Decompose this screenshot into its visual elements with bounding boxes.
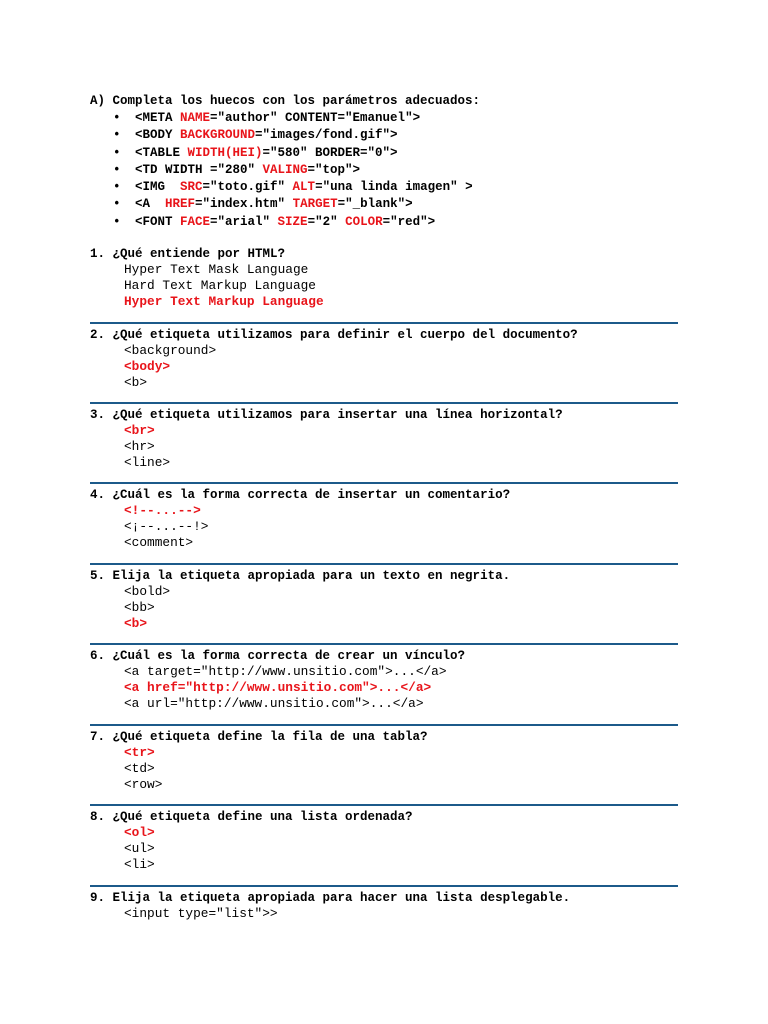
question-text: 9. Elija la etiqueta apropiada para hacer una lista desplegable. — [90, 891, 571, 905]
question-text: 3. ¿Qué etiqueta utilizamos para insertar una línea horizontal? — [90, 408, 563, 422]
question-text: 8. ¿Qué etiqueta define una lista ordenada? — [90, 810, 413, 824]
question-text: 4. ¿Cuál es la forma correcta de insertar un comentario? — [90, 488, 511, 502]
divider-rule — [90, 804, 678, 806]
option: <a target="http://www.unsitio.com">...</a> — [124, 664, 447, 679]
question-4 — [90, 487, 678, 552]
divider-rule — [90, 724, 678, 726]
bullet-meta: • <META NAME="author" CONTENT="Emanuel"> — [90, 110, 678, 127]
correct-option: <ol> — [124, 825, 155, 840]
question-7 — [90, 729, 678, 794]
question-text: 7. ¿Qué etiqueta define la fila de una tabla? — [90, 730, 428, 744]
bullet-font: • <FONT FACE="arial" SIZE="2" COLOR="red"> — [90, 214, 678, 231]
section-a-title: A) Completa los huecos con los parámetros adecuados: — [90, 94, 481, 108]
correct-option: <body> — [124, 359, 171, 375]
question-text: 1. ¿Qué entiende por HTML? — [90, 247, 286, 261]
bullet-table: • <TABLE WIDTH(HEI)="580" BORDER="0"> — [90, 145, 678, 162]
option: <line> — [124, 455, 171, 471]
option: <comment> — [124, 535, 194, 551]
divider-rule — [90, 322, 678, 324]
correct-option: <tr> — [124, 745, 155, 760]
question-6 — [90, 648, 678, 713]
divider-rule — [90, 482, 678, 484]
divider-rule — [90, 563, 678, 565]
question-1 — [90, 246, 678, 311]
divider-rule — [90, 643, 678, 645]
question-8 — [90, 809, 678, 874]
option: <bb> — [124, 600, 155, 616]
question-2 — [90, 327, 678, 392]
divider-rule — [90, 885, 678, 887]
question-9 — [90, 890, 678, 922]
option: <a url="http://www.unsitio.com">...</a> — [124, 696, 424, 712]
question-text: 6. ¿Cuál es la forma correcta de crear un vínculo? — [90, 649, 466, 663]
bullet-anchor: • <A HREF="index.htm" TARGET="_blank"> — [90, 196, 678, 213]
option: <¡--...--!> — [124, 519, 209, 535]
section-a-list — [90, 110, 678, 231]
bullet-img: • <IMG SRC="toto.gif" ALT="una linda imagen" > — [90, 179, 678, 196]
correct-option: <br> — [124, 423, 155, 438]
option: <input type="list">> — [124, 906, 278, 921]
correct-option: Hyper Text Markup Language — [124, 294, 324, 310]
option: <td> — [124, 761, 155, 777]
option: <background> — [124, 343, 217, 358]
correct-option: <!--...--> — [124, 503, 201, 518]
option: <li> — [124, 857, 155, 873]
option: <row> — [124, 777, 163, 793]
correct-option: <b> — [124, 616, 148, 632]
question-text: 2. ¿Qué etiqueta utilizamos para definir el cuerpo del documento? — [90, 328, 578, 342]
bullet-body: • <BODY BACKGROUND="images/fond.gif"> — [90, 127, 678, 144]
option: Hyper Text Mask Language — [124, 262, 309, 277]
option: Hard Text Markup Language — [124, 278, 316, 294]
option: <b> — [124, 375, 148, 391]
question-text: 5. Elija la etiqueta apropiada para un texto en negrita. — [90, 569, 511, 583]
question-3 — [90, 407, 678, 472]
divider-rule — [90, 402, 678, 404]
option: <ul> — [124, 841, 155, 857]
option: <hr> — [124, 439, 155, 455]
correct-option: <a href="http://www.unsitio.com">...</a> — [124, 680, 432, 696]
bullet-td: • <TD WIDTH ="280" VALING="top"> — [90, 162, 678, 179]
question-5 — [90, 568, 678, 633]
option: <bold> — [124, 584, 171, 599]
section-a — [90, 93, 678, 231]
